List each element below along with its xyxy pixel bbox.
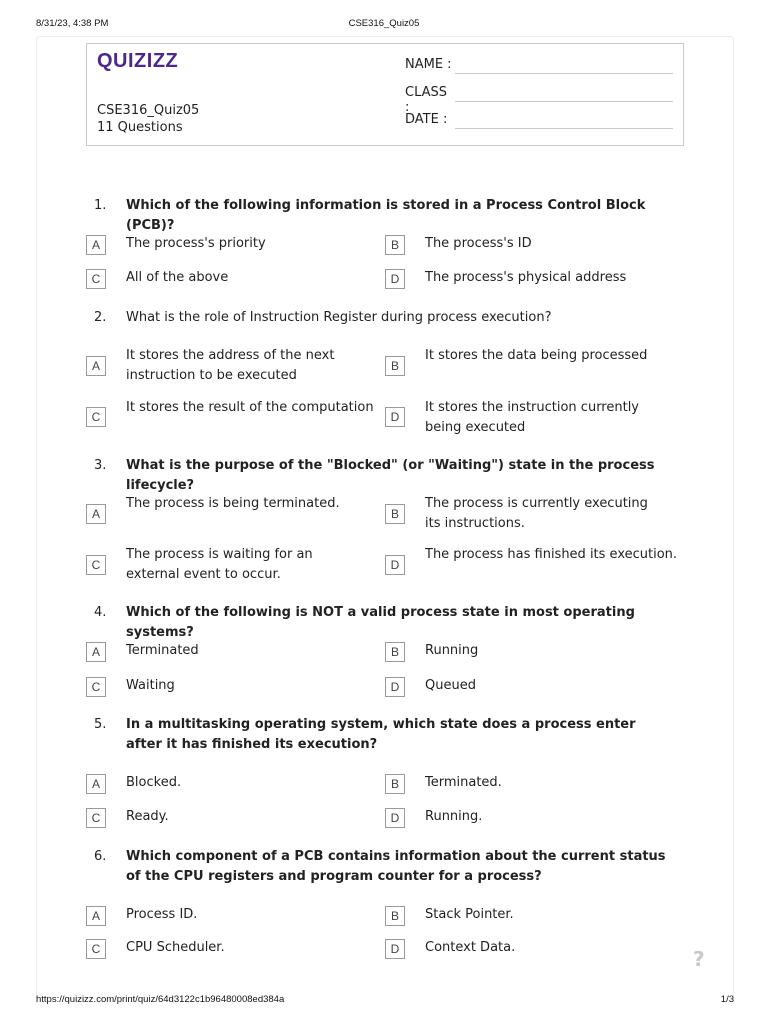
date-field <box>405 112 455 127</box>
quizizz-logo: QUIZIZZ <box>97 50 179 72</box>
option-letter-box: A <box>86 235 106 255</box>
option-text: It stores the instruction currently being executed <box>425 400 640 435</box>
option-text: It stores the data being processed <box>425 348 648 363</box>
print-datetime: 8/31/23, 4:38 PM <box>36 18 109 29</box>
option-letter-box: B <box>385 642 405 662</box>
question-number: 6. <box>94 849 107 864</box>
option-text: The process is waiting for an external event to occur. <box>126 547 313 582</box>
option-letter-box: C <box>86 939 106 959</box>
option-letter-box: C <box>86 808 106 828</box>
question-count: 11 Questions <box>97 120 183 135</box>
class-field <box>405 85 455 115</box>
option-text: CPU Scheduler. <box>126 940 225 955</box>
question-number: 5. <box>94 717 107 732</box>
option-text: Stack Pointer. <box>425 907 514 922</box>
name-line[interactable] <box>455 73 673 74</box>
option-letter-box: A <box>86 356 106 376</box>
option-text: The process's physical address <box>425 270 627 285</box>
option-text: Queued <box>425 678 476 693</box>
option-letter-box: B <box>385 504 405 524</box>
print-url: https://quizizz.com/print/quiz/64d3122c1b96480008ed384a <box>36 994 285 1005</box>
date-line[interactable] <box>455 128 673 129</box>
option-text: Ready. <box>126 809 169 824</box>
date-label: DATE : <box>405 112 448 127</box>
option-letter-box: B <box>385 906 405 926</box>
option-letter-box: C <box>86 269 106 289</box>
print-page-number: 1/3 <box>720 994 734 1005</box>
name-field <box>405 57 455 72</box>
question-number: 4. <box>94 605 107 620</box>
option-letter-box: C <box>86 407 106 427</box>
print-page-title: CSE316_Quiz05 <box>348 18 420 29</box>
option-letter-box: C <box>86 677 106 697</box>
question-number: 1. <box>94 198 107 213</box>
option-letter-box: B <box>385 235 405 255</box>
option-text: Waiting <box>126 678 175 693</box>
question-text: What is the role of Instruction Register during process execution? <box>126 310 552 325</box>
option-letter-box: D <box>385 939 405 959</box>
question-text: Which of the following is NOT a valid process state in most operating systems? <box>126 605 635 640</box>
option-text: Blocked. <box>126 775 182 790</box>
question-text: Which of the following information is stored in a Process Control Block (PCB)? <box>126 198 646 233</box>
question-mark-icon[interactable]: ? <box>693 947 705 971</box>
option-letter-box: A <box>86 504 106 524</box>
option-letter-box: A <box>86 774 106 794</box>
option-text: Process ID. <box>126 907 198 922</box>
option-text: Context Data. <box>425 940 516 955</box>
option-text: The process is currently executing its instructions. <box>425 496 648 531</box>
quiz-title: CSE316_Quiz05 <box>97 103 200 118</box>
option-letter-box: D <box>385 555 405 575</box>
option-text: Terminated. <box>425 775 502 790</box>
option-text: The process is being terminated. <box>126 496 340 511</box>
option-text: It stores the result of the computation <box>126 400 374 415</box>
option-text: Running <box>425 643 479 658</box>
question-text: What is the purpose of the "Blocked" (or "Waiting") state in the process lifecycle? <box>126 458 655 493</box>
question-text: Which component of a PCB contains information about the current status of the CPU registers and program counter for a process? <box>126 849 666 884</box>
question-text: In a multitasking operating system, which state does a process enter after it has finished its execution? <box>126 717 636 752</box>
option-letter-box: D <box>385 269 405 289</box>
option-letter-box: D <box>385 407 405 427</box>
option-text: The process's ID <box>425 236 532 251</box>
question-number: 2. <box>94 310 107 325</box>
option-text: Terminated <box>126 643 199 658</box>
name-label: NAME : <box>405 57 452 72</box>
option-text: The process has finished its execution. <box>425 547 678 562</box>
option-letter-box: B <box>385 774 405 794</box>
option-letter-box: D <box>385 808 405 828</box>
option-letter-box: A <box>86 642 106 662</box>
option-letter-box: B <box>385 356 405 376</box>
option-letter-box: A <box>86 906 106 926</box>
option-text: Running. <box>425 809 483 824</box>
option-letter-box: C <box>86 555 106 575</box>
option-text: It stores the address of the next instruction to be executed <box>126 348 335 383</box>
question-number: 3. <box>94 458 107 473</box>
class-line[interactable] <box>455 101 673 102</box>
option-text: The process's priority <box>126 236 266 251</box>
option-letter-box: D <box>385 677 405 697</box>
class-label: CLASS : <box>405 85 448 115</box>
option-text: All of the above <box>126 270 229 285</box>
